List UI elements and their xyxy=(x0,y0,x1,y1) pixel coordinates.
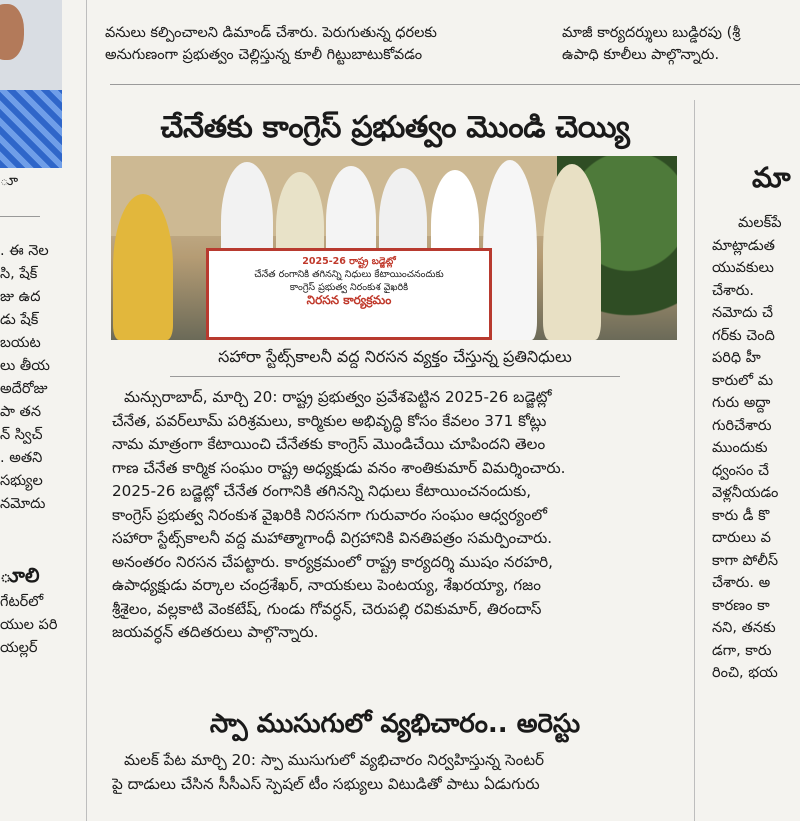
text-line: ఉపాధి కూలీలు పాల్గొన్నారు. xyxy=(562,47,720,63)
photo-caption: సహారా స్టేట్స్‌కాలనీ వద్ద నిరసన వ్యక్తం చేస్తున్న ప్రతినిధులు xyxy=(218,347,572,366)
text-line: 2025-26 బడ్జెట్లో చేనేత రంగానికి తగినన్ని నిధులు కేటాయించనందుకు, xyxy=(112,482,532,500)
text-line: ూ xyxy=(0,173,19,189)
spa-article-body xyxy=(112,748,678,796)
text-line: పై దాడులు చేసిన సీసీఎస్ స్పెషల్ టీం సభ్యులు విటుడితో పాటు ఏడుగురు xyxy=(112,775,540,793)
section-divider xyxy=(110,84,800,85)
text-line: నని, తనకు xyxy=(712,620,776,636)
text-line: యల్లర్ xyxy=(0,640,38,656)
text-line: జు ఉద xyxy=(0,289,41,305)
text-line: కారులో మ xyxy=(712,372,774,389)
text-line: కాంగ్రెస్ ప్రభుత్వ నిరంకుశ వైఖరికి నిరసనగా గురువారం సంఘం ఆధ్వర్యంలో xyxy=(112,505,548,524)
text-line: ఉపాధ్యక్షుడు వర్కాల చంద్రశేఖర్, నాయకులు పెంటయ్య, శేఖరయ్యా, గజం xyxy=(112,576,541,594)
text-line: గురు అద్దా xyxy=(712,395,771,411)
protest-photo xyxy=(111,156,677,340)
spa-headline: స్పా ముసుగులో వ్యభిచారం.. అరెస్టు xyxy=(209,709,581,739)
prev-article-tail-right xyxy=(562,0,800,64)
banner-line: చేనేత రంగానికి తగినన్ని నిధులు కేటాయించనందుకు xyxy=(254,269,444,280)
protest-banner xyxy=(206,248,492,340)
text-line: ధ్వంసం చే xyxy=(712,462,769,479)
text-line: గాణ చేనేత కార్మిక సంఘం రాష్ట్ర అధ్యక్షుడు వనం శాంతికుమార్ విమర్శించారు. xyxy=(112,458,566,477)
text-line: యువకులు xyxy=(712,260,774,276)
text-line: పరిధి హీ xyxy=(712,350,761,366)
text-line: నమోదు చే xyxy=(712,305,774,321)
text-line: ముందుకు xyxy=(712,440,768,456)
text-line: నమోదు xyxy=(0,496,46,512)
text-line: అనుగుణంగా ప్రభుత్వం చెల్లిస్తున్న కూలీ గిట్టుబాటుకోవడం xyxy=(105,47,423,63)
banner-line: 2025-26 రాష్ట్ర బడ్జెట్లో xyxy=(302,256,396,267)
text-line: పా తన xyxy=(0,404,42,420)
text-line: గర్‌కు చెంది xyxy=(712,327,775,344)
text-line: కారు డీ కొ xyxy=(712,507,770,524)
text-line: న్ స్విచ్ xyxy=(0,427,43,443)
text-line: చేశారు. అ xyxy=(712,575,771,591)
text-line: అదేరోజు xyxy=(0,381,48,397)
text-line: లు తీయ xyxy=(0,358,50,374)
text-line: రించి, భయ xyxy=(712,665,778,681)
prev-article-tail-middle xyxy=(105,0,555,64)
text-line: వెళ్లనీయడం xyxy=(712,485,779,501)
left-column-article xyxy=(0,170,86,821)
caption-rule xyxy=(170,376,620,377)
right-headline: మా xyxy=(752,161,791,194)
text-line: మన్సురాబాద్, మార్చి 20: రాష్ట్ర ప్రభుత్వం ప్రవేశపెట్టిన 2025-26 బడ్జెట్లో xyxy=(124,388,552,406)
column-divider xyxy=(694,100,695,821)
left-subheading: ూలి xyxy=(0,563,40,587)
text-line: అనంతరం నిరసన చేపట్టారు. కార్యక్రమంలో రాష్ట్ర కార్యదర్శి ముషం నరహరి, xyxy=(112,552,553,571)
text-line: దారులు వ xyxy=(712,530,771,546)
text-line: శ్రీశైలం, వల్లకాటి వెంకటేష్, గుండు గోవర్ధన్, చెరుపల్లి రవికుమార్, తిరందాస్ xyxy=(112,599,542,618)
text-line: గేటర్‌లో xyxy=(0,594,44,610)
banner-line: కాంగ్రెస్ ప్రభుత్వ నిరంకుశ వైఖరికి xyxy=(289,282,409,293)
text-line: కారణం కా xyxy=(712,597,770,614)
text-line: సహారా స్టేట్స్‌కాలనీ వద్ద మహాత్మాగాంధీ విగ్రహానికి వినతిపత్రం సమర్పించారు. xyxy=(112,529,553,547)
article-headline: చేనేతకు కాంగ్రెస్ ప్రభుత్వం మొండి చెయ్యి xyxy=(160,110,630,145)
text-line: నామ మాత్రంగా కేటాయించి చేనేతకు కాంగ్రెస్ మొండిచేయి చూపిందని తెలం xyxy=(112,435,546,453)
text-line: మాట్లాడుత xyxy=(712,237,775,254)
text-line: యుల పరి xyxy=(0,617,58,633)
text-line: బయట xyxy=(0,335,41,351)
text-line: సి, షేక్ xyxy=(0,266,38,282)
text-line: . ఈ నెల xyxy=(0,243,49,259)
text-line: కాగా పోలీస్ xyxy=(712,552,779,569)
text-line: చేశారు. xyxy=(712,282,755,299)
text-line: సభ్యుల xyxy=(0,473,43,489)
text-line: డు షేక్ xyxy=(0,312,39,328)
right-column-article xyxy=(712,104,800,821)
text-line: మలక్ పేట మార్చి 20: స్పా ముసుగులో వ్యభిచారం నిర్వహిస్తున్న సెంటర్ xyxy=(124,751,545,769)
text-line: డగా, కారు xyxy=(712,642,772,659)
text-line: వనులు కల్పించాలని డిమాండ్ చేశారు. పెరుగుతున్న ధరలకు xyxy=(105,25,437,41)
text-line: మలక్‌పే xyxy=(738,215,782,231)
text-line: మాజీ కార్యదర్శులు బుడ్డిరపు (శ్రీ xyxy=(562,25,741,41)
text-line: చేనేత, పవర్‌లూమ్ పరిశ్రమలు, కార్మికుల అభివృద్ధి కోసం కేవలం 371 కోట్లు xyxy=(112,411,547,430)
text-line: జయవర్ధన్ తదితరులు పాల్గొన్నారు. xyxy=(112,623,319,641)
text-line: గురిచేశారు xyxy=(712,417,772,434)
text-line: . అతని xyxy=(0,450,43,466)
article-body xyxy=(112,386,678,645)
banner-line: నిరసన కార్యక్రమం xyxy=(306,293,392,307)
column-divider xyxy=(86,0,87,821)
reporter-photo xyxy=(0,0,62,168)
